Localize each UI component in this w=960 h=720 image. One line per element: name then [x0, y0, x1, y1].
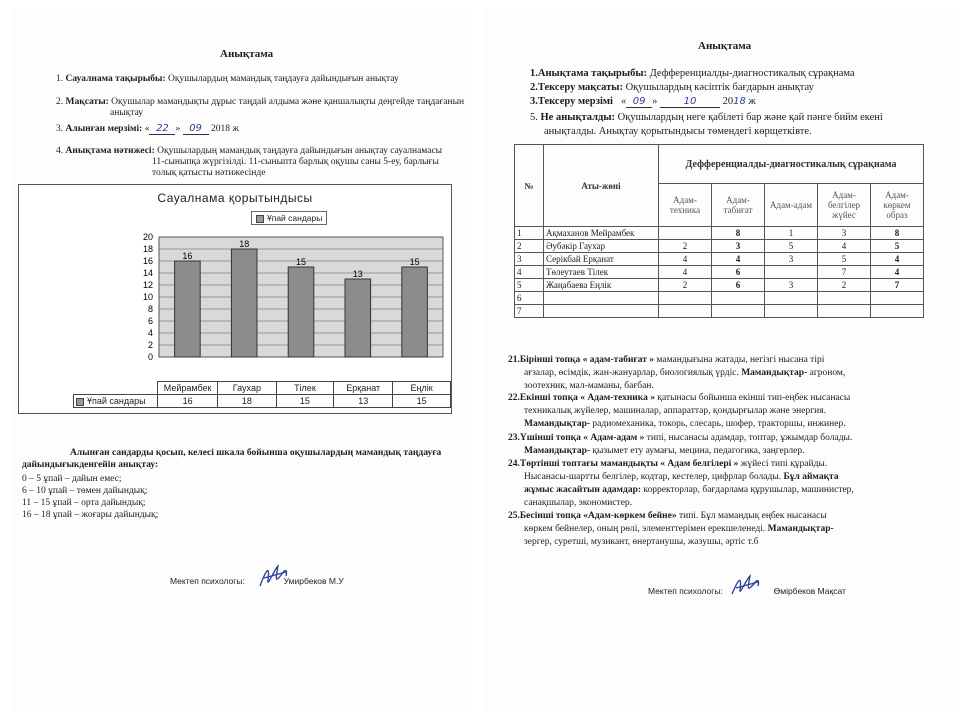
item-text: Оқушылардың мамандық таңдауға дайындығын анықтау [168, 74, 399, 84]
chart-bar [402, 267, 428, 357]
handwritten-signature-icon [256, 560, 292, 594]
item-text: Оқушылар мамандықты дұрыс таңдай алдыма және қаншалықты деңгейде таңдағанын [111, 97, 465, 107]
item-number: 3. [56, 124, 64, 134]
score-cell: 4 [659, 253, 712, 266]
paragraph-lead: Үшінші топқа « Адам-адам » [519, 433, 645, 443]
scale-item: 11 – 15 ұпай – орта дайындық; [22, 498, 146, 508]
chart-data-table [73, 381, 451, 408]
signature-role: Мектеп психологы: [648, 586, 723, 596]
chart-y-tick-label: 18 [142, 244, 153, 254]
score-cell: 2 [659, 240, 712, 253]
table-row [515, 305, 924, 318]
paragraph-bold: жұмыс жасайтын адамдар: [524, 485, 642, 495]
career-group-paragraph [508, 354, 944, 393]
paragraph-text: зергер, суретші, музикант, өнертанушы, жазушы, әртіс т.б [524, 537, 759, 547]
row-number: 7 [515, 305, 544, 318]
item-text: Оқушылардың неге қабілеті бар және қай пәнге бийм екені [617, 112, 883, 123]
right-document-page [484, 8, 954, 712]
row-number: 6 [515, 292, 544, 305]
legend-swatch [76, 398, 84, 406]
student-name-cell: Ақмаханов Мейрамбек [544, 227, 659, 240]
item-label: Алынған мерзімі: [65, 124, 143, 134]
score-cell: 2 [818, 279, 871, 292]
item-label: Тексеру мерзімі [537, 96, 613, 107]
score-cell [712, 292, 765, 305]
chart-y-tick-label: 0 [147, 352, 153, 362]
student-name-cell: Әубәкір Гаухар [544, 240, 659, 253]
career-group-paragraph [508, 392, 944, 431]
table-row [515, 227, 924, 240]
score-cell: 4 [871, 253, 924, 266]
chart-table-series-label: Ұпай сандары [74, 395, 158, 408]
chart-table-corner [74, 382, 158, 395]
chart-y-tick-label: 12 [142, 280, 153, 290]
score-cell [871, 305, 924, 318]
chart-y-tick-label: 2 [147, 340, 153, 350]
student-name-cell [544, 292, 659, 305]
date-day-handwritten: 09 [626, 96, 652, 108]
scale-item: 6 – 10 ұпай – төмен дайындық; [22, 486, 148, 496]
paragraph-text: агроном, [807, 368, 846, 378]
paragraph-text: мамандығына жатады, негізгі нысана тірі [654, 355, 825, 365]
chart-y-tick-label: 6 [147, 316, 153, 326]
chart-data-label: 15 [409, 257, 420, 267]
date-day-handwritten: 22 [149, 123, 175, 135]
right-item-topic: 1.Анықтама тақырыбы: Дефференциалды-диагностикалық сұрақнама [530, 68, 855, 79]
chart-bar [175, 261, 201, 357]
table-column-header: Адам-техника [659, 184, 712, 227]
scale-intro-cont: дайындығыкденгейін анықтау: [22, 460, 159, 470]
chart-y-tick-label: 4 [147, 328, 153, 338]
paragraph-number: 24. [508, 459, 520, 469]
date-month-handwritten: 09 [183, 123, 209, 135]
left-item-result-cont: 11-сыныпқа жүргізілді. 11-сыныпта барлық оқушы саны 5-еу, барлығы [152, 157, 439, 167]
score-cell: 2 [659, 279, 712, 292]
score-cell: 7 [871, 279, 924, 292]
paragraph-text: зоотехник, мал-маманы, бағбан. [524, 381, 654, 391]
date-suffix: ж [748, 96, 756, 107]
chart-data-label: 16 [182, 251, 193, 261]
paragraph-text: техникалық жүйелер, машиналар, аппараттар, қондырғылар және энергия. [524, 406, 826, 416]
score-cell: 4 [818, 240, 871, 253]
item-text: Оқушылардың кәсіптік бағдарын анықтау [625, 82, 814, 93]
score-cell: 7 [818, 266, 871, 279]
score-cell: 1 [765, 227, 818, 240]
paragraph-text: типі. Бұл мамандық еңбек нысанасы [676, 511, 827, 521]
paragraph-lead: Төртінші топтағы мамандықты « Адам белгілері » [519, 459, 739, 469]
chart-category-label: Еңлік [393, 382, 451, 395]
item-number: 2. [56, 97, 64, 107]
student-name-cell [544, 305, 659, 318]
chart-plot [19, 185, 451, 413]
paragraph-lead: Бірінші топқа « адам-табиғат » [519, 355, 655, 365]
date-month-handwritten: 10 [660, 96, 720, 108]
table-column-header: Адам-адам [765, 184, 818, 227]
handwritten-signature-icon [728, 570, 764, 602]
row-number: 3 [515, 253, 544, 266]
item-label: Тексеру мақсаты: [537, 82, 623, 93]
score-cell: 4 [712, 253, 765, 266]
score-cell: 4 [871, 266, 924, 279]
paragraph-text: жүйесі типі құрайды. [738, 459, 828, 469]
diagnostic-results-table [514, 144, 924, 318]
paragraph-lead: Екінші топқа « Адам-техника » [519, 393, 655, 403]
student-name-cell: Жаңабаева Еңлік [544, 279, 659, 292]
score-cell: 6 [712, 266, 765, 279]
item-label: Сауалнама тақырыбы: [65, 74, 166, 84]
paragraph-text: радиомеханика, токорь, слесарь, шофер, тракторшы, инжинер. [590, 419, 846, 429]
signature-name: Умирбеков М.У [283, 576, 344, 586]
item-text: Оқушылардың мамандық таңдауға дайындығын анықтау сауалнамасы [157, 146, 443, 156]
score-cell: 8 [712, 227, 765, 240]
signature-name: Өмірбеков Мақсат [773, 586, 846, 596]
paragraph-text: типі, нысанасы адамдар, топтар, ұжымдар болады. [644, 433, 853, 443]
table-row [515, 292, 924, 305]
paragraph-bold: Мамандықтар- [767, 524, 834, 534]
chart-y-tick-label: 10 [142, 292, 153, 302]
score-cell: 3 [765, 279, 818, 292]
career-group-paragraph [508, 458, 944, 510]
score-cell [765, 292, 818, 305]
chart-value-cell: 18 [218, 395, 276, 408]
legend-label: Ұпай сандары [267, 213, 323, 223]
table-row [515, 266, 924, 279]
table-row [515, 253, 924, 266]
item-number: 4. [56, 146, 64, 156]
chart-category-label: Гаухар [218, 382, 276, 395]
item-label: Анықтама тақырыбы: [537, 68, 648, 79]
chart-value-cell: 16 [158, 395, 218, 408]
score-cell: 8 [871, 227, 924, 240]
row-number: 2 [515, 240, 544, 253]
chart-y-tick-label: 16 [142, 256, 153, 266]
scale-item: 0 – 5 ұпай – дайын емес; [22, 474, 122, 484]
chart-category-label: Тілек [276, 382, 334, 395]
right-item-found: 5. Не анықталды: Оқушылардың неге қабілеті бар және қай пәнге бийм екені [530, 112, 883, 123]
signature-role: Мектеп психологы: [170, 576, 245, 586]
chart-data-label: 15 [295, 257, 307, 267]
score-cell [712, 305, 765, 318]
chart-y-tick-label: 20 [142, 232, 153, 242]
right-item-found-cont: анықталды. Анықтау қорытындысы төмендегі көрщетківте. [544, 126, 812, 137]
score-cell: 5 [765, 240, 818, 253]
table-column-header: Адам-табиғат [712, 184, 765, 227]
left-page-title: Анықтама [220, 48, 274, 60]
score-cell: 3 [765, 253, 818, 266]
left-item-goal [56, 97, 464, 108]
chart-value-cell: 15 [276, 395, 334, 408]
score-cell [659, 227, 712, 240]
left-item-date: 3. Алынған мерзімі: « 22 » 09 2018 ж [56, 123, 239, 134]
score-cell [659, 292, 712, 305]
score-cell [765, 266, 818, 279]
chart-category-label: Мейрамбек [158, 382, 218, 395]
item-label: Анықтама нәтижесі: [65, 146, 155, 156]
right-page-title: Анықтама [698, 40, 752, 52]
score-cell [818, 292, 871, 305]
date-year-printed: 20 [722, 96, 734, 107]
row-number: 5 [515, 279, 544, 292]
left-document-page [12, 8, 470, 712]
score-cell: 5 [871, 240, 924, 253]
paragraph-text: санақшылар, экономистер. [524, 498, 633, 508]
score-cell [765, 305, 818, 318]
paragraph-text: қызымет ету аумағы, мецина, педагогика, заңгерлер. [590, 446, 805, 456]
chart-bar [288, 267, 314, 357]
table-column-header: Адам-көркем образ [871, 184, 924, 227]
item-number: 1. [56, 74, 64, 84]
paragraph-number: 25. [508, 511, 520, 521]
paragraph-text: Нысанасы-шартты белгілер, кодтар, кестелер, цифрлар болады. [524, 472, 784, 482]
chart-category-label: Ерқанат [334, 382, 393, 395]
item-label: Не анықталды: [540, 112, 616, 123]
score-cell [659, 305, 712, 318]
score-cell: 6 [712, 279, 765, 292]
row-number: 4 [515, 266, 544, 279]
paragraph-number: 22. [508, 393, 520, 403]
career-group-paragraph [508, 432, 944, 458]
score-cell: 3 [818, 227, 871, 240]
table-header-number: № [515, 145, 544, 227]
paragraph-lead: Бесінші топқа «Адам-көркем бейне» [519, 511, 677, 521]
chart-title: Сауалнама қорытындысы [157, 191, 313, 205]
left-item-result [56, 146, 442, 157]
paragraph-number: 21. [508, 355, 520, 365]
paragraph-bold: Мамандықтар- [524, 446, 591, 456]
chart-value-cell: 13 [334, 395, 393, 408]
paragraph-bold: Мамандықтар- [524, 419, 591, 429]
paragraph-text: корректорлар, бағдарлама құрушылар, машинистер, [641, 485, 854, 495]
left-item-topic [56, 74, 399, 85]
date-year: 2018 ж [210, 124, 239, 134]
paragraph-bold: Бұл аймақта [783, 472, 839, 482]
chart-y-tick-label: 8 [147, 304, 153, 314]
chart-bar [231, 249, 257, 357]
chart-value-cell: 15 [393, 395, 451, 408]
item-text: Дефференциалды-диагностикалық сұрақнама [649, 68, 855, 79]
chart-bar [345, 279, 371, 357]
student-name-cell: Төлеутаев Тілек [544, 266, 659, 279]
bar-chart [18, 184, 452, 414]
score-cell: 4 [659, 266, 712, 279]
paragraph-number: 23. [508, 433, 520, 443]
right-item-goal: 2.Тексеру мақсаты: Оқушылардың кәсіптік бағдарын анықтау [530, 82, 814, 93]
score-cell: 3 [712, 240, 765, 253]
paragraph-text: қатынасы бойынша екінші тип-еңбек нысанасы [654, 393, 851, 403]
score-cell [871, 292, 924, 305]
item-label: Мақсаты: [65, 97, 109, 107]
chart-data-label: 13 [352, 269, 363, 279]
right-item-date: 3.Тексеру мерзімі « 09 » 10 2018 ж [530, 96, 756, 107]
student-name-cell: Серікбай Ерқанат [544, 253, 659, 266]
chart-y-tick-label: 14 [142, 268, 153, 278]
score-cell [818, 305, 871, 318]
scale-intro: Алынған сандарды қосып, келесі шкала бойынша оқушылардың мамандық таңдауға [70, 448, 442, 458]
paragraph-text: ағзалар, өсімдік, жан-жануарлар, биологиялық үрдіс. [524, 368, 742, 378]
row-number: 1 [515, 227, 544, 240]
date-year-handwritten: 18 [733, 96, 746, 107]
paragraph-text: көркем бейнелер, оның рөлі, элементтерімен ерекшеленеді. [524, 524, 768, 534]
paragraph-bold: Мамандықтар- [741, 368, 808, 378]
left-item-goal-cont: анықтау [110, 108, 144, 118]
left-item-result-cont2: толық қатысты нәтижесінде [152, 168, 266, 178]
table-row [515, 240, 924, 253]
career-group-paragraph [508, 510, 944, 549]
chart-data-label: 18 [239, 239, 250, 249]
table-column-header: Адам-белгілер жүйес [818, 184, 871, 227]
score-cell: 5 [818, 253, 871, 266]
table-row [515, 279, 924, 292]
scale-item: 16 – 18 ұпай – жоғары дайындық; [22, 510, 159, 520]
table-header-group: Дефференциалды-диагностикалық сұрақнама [659, 145, 924, 184]
table-header-name: Аты-жөні [544, 145, 659, 227]
